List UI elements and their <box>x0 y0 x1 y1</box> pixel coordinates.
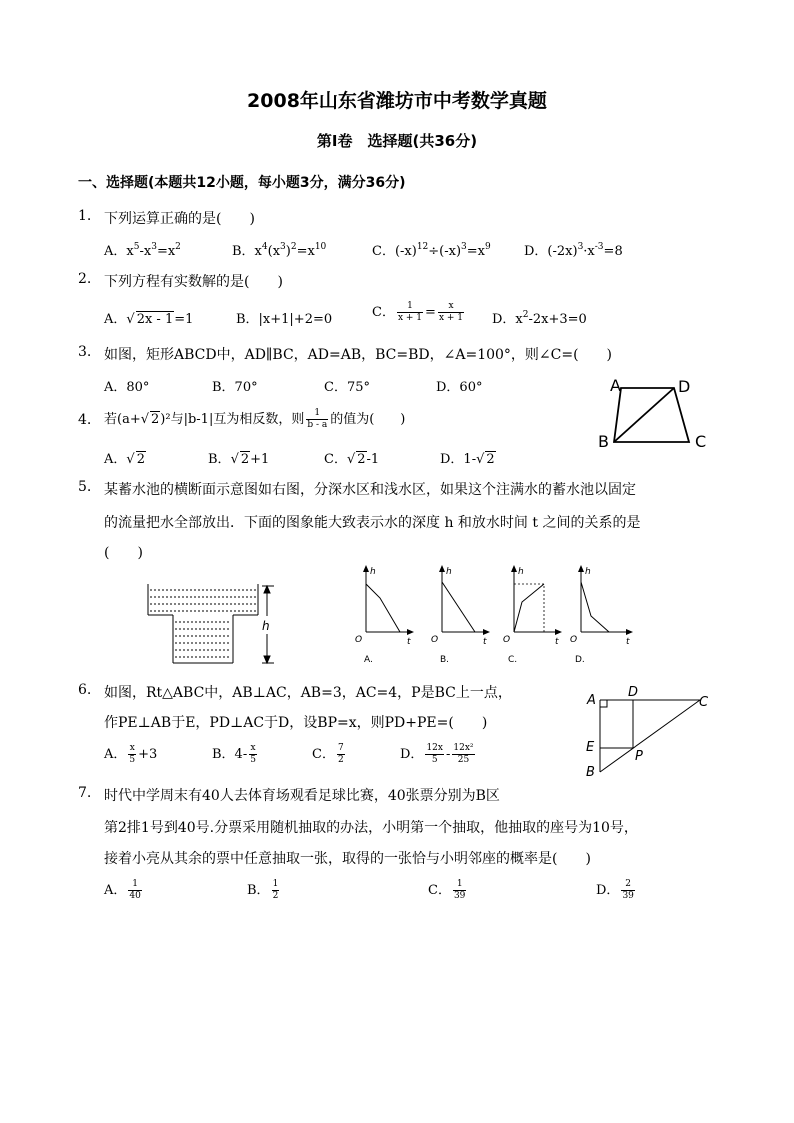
axis-h-label: h <box>585 567 591 577</box>
q7-number: 7. <box>78 785 92 801</box>
q5-line2: 的流量把水全部放出．下面的图象能大致表示水的深度 h 和放水时间 t 之间的关系的是 <box>104 515 641 531</box>
axis-h-label: h <box>446 567 452 577</box>
q2-option-a: A．√ 2x - 1=1 <box>104 312 194 327</box>
q5-number: 5. <box>78 479 92 495</box>
q3-option-b: B．70° <box>212 380 258 395</box>
depth-label-h: h <box>262 619 270 633</box>
q5-graph-b <box>420 562 490 666</box>
q3-option-c: C．75° <box>324 380 370 395</box>
q5-graph-c <box>492 562 562 666</box>
page-subtitle: 第Ⅰ卷 选择题(共36分) <box>316 132 478 150</box>
q6-line2: 作PE⊥AB于E，PD⊥AC于D，设BP=x，则PD+PE=( ) <box>104 715 488 731</box>
q3-option-d: D．60° <box>436 380 483 395</box>
label-d: D <box>628 685 639 700</box>
q4-option-a: A．√ 2 <box>104 452 145 467</box>
q1-option-d: D．$(-2x)^3\cdot x^{-3}=8$ <box>524 242 623 259</box>
q4-option-c: C．√ 2-1 <box>324 452 380 467</box>
graph-d-label: D. <box>575 655 585 665</box>
q4-stem: 若(a+√ 2)²与|b-1|互为相反数，则 $\frac{1}{b - a}$ 的值为( ) <box>104 408 406 430</box>
page-title: 2008年山东省潍坊市中考数学真题 <box>247 90 547 112</box>
label-d: D <box>678 377 691 396</box>
q2-option-c: C． $\frac{1}{x + 1}$ = $\frac{x}{x + 1}$ <box>372 301 464 323</box>
q7-line3: 接着小亮从其余的票中任意抽取一张，取得的一张恰与小明邻座的概率是( ) <box>104 851 591 867</box>
q1-option-a: A．$x^5-x^3=x^2$ <box>104 242 181 259</box>
q7-option-d: D． $\frac{2}{39}$ <box>596 879 634 901</box>
diagonal-bd <box>614 388 674 442</box>
q2-stem: 下列方程有实数解的是( ) <box>104 274 283 290</box>
origin-label: O <box>355 635 363 645</box>
label-p: P <box>635 749 643 764</box>
q3-stem: 如图，矩形ABCD中，AD∥BC，AD=AB，BC=BD，∠A=100°，则∠C=( ) <box>104 347 613 363</box>
q1-number: 1. <box>78 208 92 224</box>
q5-pool-figure <box>140 580 290 670</box>
side-bc <box>600 700 700 772</box>
origin-label: O <box>503 635 511 645</box>
q1-stem: 下列运算正确的是( ) <box>104 211 255 227</box>
q4-option-d: D．1-√ 2 <box>440 452 495 467</box>
graph-d-line <box>581 582 609 632</box>
axis-t-label: t <box>483 637 487 647</box>
q6-option-c: C． $\frac{7}{2}$ <box>312 743 344 765</box>
q7-line2: 第2排1号到40号.分票采用随机抽取的办法，小明第一个抽取，他抽取的座号为10号， <box>104 820 638 836</box>
q3-figure-trapezoid <box>592 370 722 454</box>
q3-option-a: A．80° <box>104 380 150 395</box>
q2-number: 2. <box>78 271 92 287</box>
q6-option-a: A． $\frac{x}{5}$ +3 <box>104 743 158 765</box>
origin-label: O <box>570 635 578 645</box>
q7-option-b: B． $\frac{1}{2}$ <box>247 879 279 901</box>
section-heading: 一、选择题(本题共12小题，每小题3分，满分36分) <box>78 175 406 191</box>
q5-graph-d <box>565 562 637 666</box>
label-b: B <box>586 765 595 780</box>
q7-line1: 时代中学周末有40人去体育场观看足球比赛，40张票分别为B区 <box>104 788 500 804</box>
graph-c-guides <box>514 584 544 632</box>
q1-option-b: B．$x^4(x^3)^2=x^{10}$ <box>232 242 327 259</box>
axis-h-label: h <box>370 567 376 577</box>
q6-line1: 如图，Rt△ABC中，AB⊥AC，AB=3，AC=4，P是BC上一点， <box>104 685 512 701</box>
q2-option-b: B．|x+1|+2=0 <box>236 312 333 327</box>
q5-line3: ( ) <box>104 545 143 561</box>
axis-t-label: t <box>407 637 411 647</box>
graph-a-label: A. <box>364 655 373 665</box>
water-lines <box>150 590 256 657</box>
q3-number: 3. <box>78 344 92 360</box>
origin-label: O <box>431 635 439 645</box>
q4-option-b: B．√ 2+1 <box>208 452 270 467</box>
graph-c-line <box>514 584 544 632</box>
q5-line1: 某蓄水池的横断面示意图如右图，分深水区和浅水区，如果这个注满水的蓄水池以固定 <box>104 482 636 498</box>
graph-b-line <box>442 582 475 632</box>
q1-option-c: C．$(-x)^{12}\div(-x)^3=x^9$ <box>372 242 491 259</box>
q6-number: 6. <box>78 682 92 698</box>
axis-h-label: h <box>518 567 524 577</box>
q6-option-d: D． $\frac{12x}{5}$ - $\frac{\text{12x²}}{25}$ <box>400 743 474 765</box>
q4-number: 4. <box>78 412 92 428</box>
q6-figure-triangle <box>582 680 722 780</box>
label-c: C <box>699 695 709 710</box>
right-angle-mark <box>600 700 607 707</box>
trapezoid-shape <box>614 388 689 442</box>
graph-c-label: C. <box>508 655 518 665</box>
q7-option-c: C． $\frac{1}{39}$ <box>428 879 466 901</box>
label-e: E <box>586 740 595 755</box>
q2-option-d: D．$x^2-2x+3=0$ <box>492 310 587 327</box>
label-a: A <box>587 693 596 708</box>
graph-a-line <box>366 584 400 632</box>
label-c: C <box>695 432 707 451</box>
q5-graph-a <box>344 562 414 666</box>
pool-walls <box>148 584 258 663</box>
label-a: A <box>610 376 621 395</box>
axis-t-label: t <box>555 637 559 647</box>
graph-b-label: B. <box>440 655 450 665</box>
label-b: B <box>598 432 609 451</box>
q6-option-b: B．4- $\frac{x}{5}$ <box>212 743 256 765</box>
axis-t-label: t <box>626 637 630 647</box>
q7-option-a: A． $\frac{1}{40}$ <box>104 879 141 901</box>
